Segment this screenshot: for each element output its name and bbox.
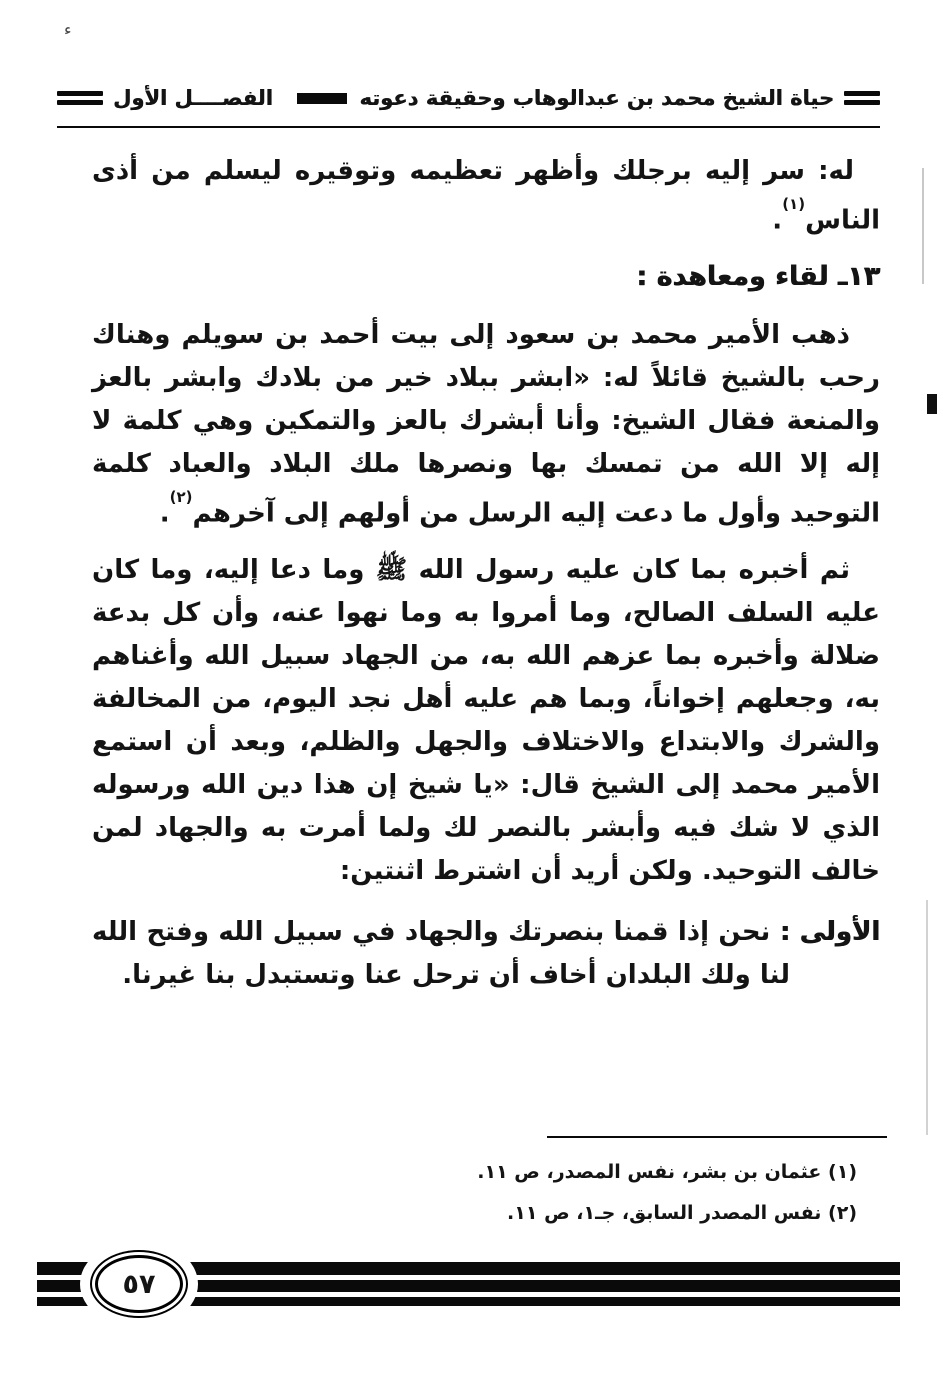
- bottom-band: [37, 1262, 900, 1306]
- footnote-1: (١) عثمان بن بشر، نفس المصدر، ص ١١.: [477, 1161, 857, 1183]
- header-right-bars-decoration: [844, 91, 880, 105]
- decorative-bar: [57, 91, 103, 96]
- decorative-bar: [844, 100, 880, 105]
- book-title: حياة الشيخ محمد بن عبدالوهاب وحقيقة دعوته: [359, 86, 834, 110]
- chapter-label: الفصــــل الأول: [113, 86, 273, 110]
- intro-paragraph: [92, 150, 880, 243]
- scan-artifact-blob: [927, 394, 937, 414]
- page-number: ٥٧: [122, 1268, 156, 1300]
- footnote-ref-2: (٢): [169, 487, 193, 506]
- first-condition-paragraph: [92, 911, 880, 997]
- intro-tail: .: [772, 205, 783, 236]
- header-left-bars-decoration: [57, 91, 103, 105]
- footnote-2: (٢) نفس المصدر السابق، جـ١، ص ١١.: [507, 1202, 857, 1224]
- page-header: [57, 86, 880, 110]
- paragraph-meeting-tail: .: [159, 498, 170, 529]
- intro-text: له: سر إليه برجلك وأظهر تعظيمه وتوقيره ليسلم من أذى الناس: [92, 156, 880, 236]
- paragraph-account: ثم أخبره بما كان عليه رسول الله ﷺ وما دعا إليه، وما كان عليه السلف الصالح، وما أمروا به وما نهوا عنه، وأن كل بدعة ضلالة وأخبره بما عزهم الله به، من الجهاد سبيل الله وأغناهم به، وجعلهم إخواناً، وبما هم عليه أهل نجد اليوم، من المخالفة والشرك والابتداع والاختلاف والجهل والظلم، وبعد أن استمع الأمير محمد إلى الشيخ قال: «يا شيخ إن هذا دين الله ورسوله الذي لا شك فيه وأبشر بالنصر لك ولما أمرت به والجهاد لمن خالف التوحيد. ولكن أريد أن اشترط اثنتين:: [92, 555, 880, 887]
- header-rule: [57, 126, 880, 128]
- first-condition-text: نحن إذا قمنا بنصرتك والجهاد في سبيل الله وفتح الله لنا ولك البلدان أخاف أن ترحل عنا وتستبدل بنا غيرنا.: [92, 917, 790, 991]
- page-body: [92, 150, 880, 997]
- scan-artifact-line: [922, 168, 924, 284]
- header-middle-bar-decoration: [297, 93, 348, 104]
- footnotes-block: [97, 1152, 857, 1234]
- page-number-oval: [95, 1255, 183, 1313]
- paragraph-meeting-text: ذهب الأمير محمد بن سعود إلى بيت أحمد بن سويلم وهناك رحب بالشيخ قائلاً له: «ابشر ببلاد خير من بلادك وابشر بالعز والمنعة فقال الشيخ: وأنا أبشرك بالعز والتمكين وهي كلمة لا إله إلا الله من تمسك بها ونصرها ملك البلاد والعباد كلمة التوحيد وأول ما دعت إليه الرسل من أولهم إلى آخرهم: [92, 319, 880, 529]
- decorative-bar: [57, 100, 103, 105]
- first-condition-label: الأولى :: [779, 917, 881, 948]
- paragraph-meeting: [92, 314, 880, 536]
- decorative-bar: [844, 91, 880, 96]
- footnote-separator: [547, 1136, 887, 1138]
- scan-artifact-line: [926, 900, 928, 1135]
- footnote-ref-1: (١): [782, 195, 806, 213]
- section-heading: ١٣ـ لقاء ومعاهدة :: [636, 260, 880, 292]
- scan-corner-mark: ء: [64, 20, 72, 39]
